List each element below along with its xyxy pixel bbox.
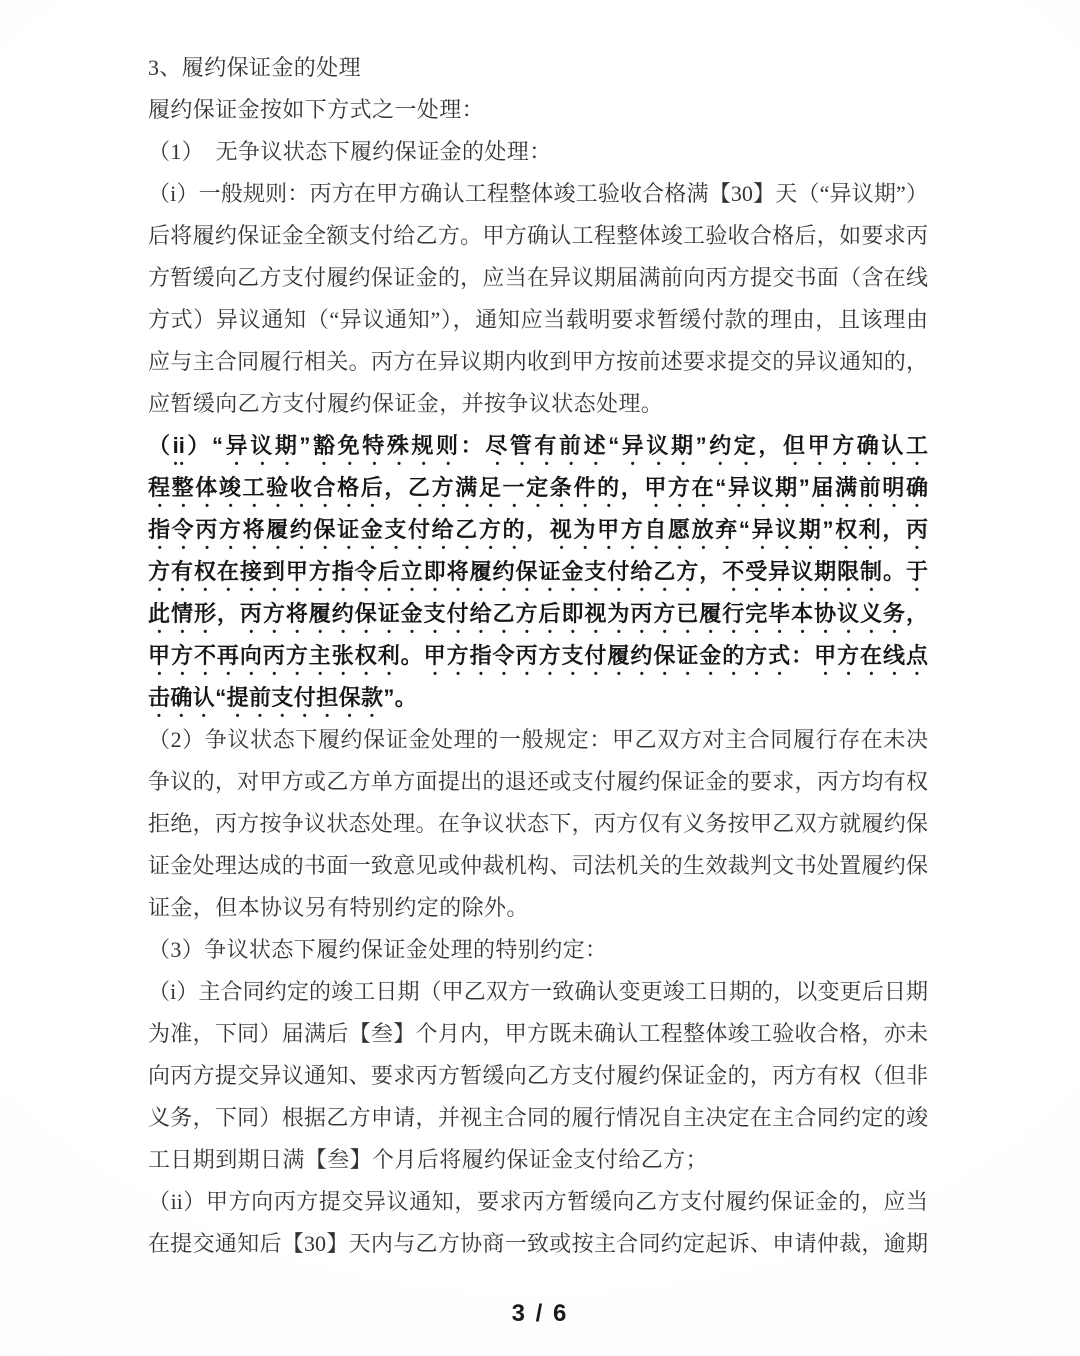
text-line: 在提交通知后【30】天内与乙方协商一致或按主合同约定起诉、申请仲裁，逾期 xyxy=(148,1231,928,1256)
text-line: 向丙方提交异议通知、要求丙方暂缓向乙方支付履约保证金的，丙方有权（但非 xyxy=(148,1063,928,1088)
clause-1-heading: （1） 无争议状态下履约保证金的处理： xyxy=(148,139,552,164)
emphasized-clause-line: 甲方不再向丙方主张权利。甲方指令丙方支付履约保证金的方式：甲方在线点 xyxy=(148,643,928,668)
text-line: 后将履约保证金全额支付给乙方。甲方确认工程整体竣工验收合格后，如要求丙 xyxy=(148,223,928,248)
emphasized-clause-line: 指令丙方将履约保证金支付给乙方的，视为甲方自愿放弃“异议期”权利，丙 xyxy=(148,517,928,542)
text-line: 方暂缓向乙方支付履约保证金的，应当在异议期届满前向丙方提交书面（含在线 xyxy=(148,265,928,290)
emphasized-clause-line: （ii）“异议期”豁免特殊规则：尽管有前述“异议期”约定，但甲方确认工 xyxy=(148,433,928,458)
text-line: 义务，下同）根据乙方申请，并视主合同的履行情况自主决定在主合同约定的竣 xyxy=(148,1105,928,1130)
text-line: 拒绝，丙方按争议状态处理。在争议状态下，丙方仅有义务按甲乙双方就履约保 xyxy=(148,811,928,836)
text-line: 方式）异议通知（“异议通知”），通知应当载明要求暂缓付款的理由，且该理由 xyxy=(148,307,928,332)
clause-2-line: （2）争议状态下履约保证金处理的一般规定：甲乙双方对主合同履行存在未决 xyxy=(148,727,928,752)
emphasized-clause-line: 程整体竣工验收合格后，乙方满足一定条件的，甲方在“异议期”届满前明确 xyxy=(148,475,928,500)
section-heading: 3、履约保证金的处理 xyxy=(148,55,362,80)
emphasized-clause-line: 此情形，丙方将履约保证金支付给乙方后即视为丙方已履行完毕本协议义务， xyxy=(148,601,928,626)
emphasized-clause-line: 方有权在接到甲方指令后立即将履约保证金支付给乙方，不受异议期限制。于 xyxy=(148,559,928,584)
text-line: 应暂缓向乙方支付履约保证金，并按争议状态处理。 xyxy=(148,391,664,416)
text-line: 证金，但本协议另有特别约定的除外。 xyxy=(148,895,529,920)
emphasized-clause-line: 击确认“提前支付担保款”。 xyxy=(148,685,418,710)
document-text xyxy=(148,47,928,1265)
page-number: 3 / 6 xyxy=(511,1300,569,1327)
text-line: （ii）甲方向丙方提交异议通知，要求丙方暂缓向乙方支付履约保证金的，应当 xyxy=(148,1189,928,1214)
text-line: 工日期到期日满【叁】个月后将履约保证金支付给乙方； xyxy=(148,1147,709,1172)
text-line: 为准，下同）届满后【叁】个月内，甲方既未确认工程整体竣工验收合格，亦未 xyxy=(148,1021,928,1046)
text-line: 履约保证金按如下方式之一处理： xyxy=(148,97,485,122)
text-line: 争议的，对甲方或乙方单方面提出的退还或支付履约保证金的要求，丙方均有权 xyxy=(148,769,928,794)
text-line: 应与主合同履行相关。丙方在异议期内收到甲方按前述要求提交的异议通知的， xyxy=(148,349,928,374)
clause-3-heading: （3）争议状态下履约保证金处理的特别约定： xyxy=(148,937,608,962)
text-line: （i）主合同约定的竣工日期（甲乙双方一致确认变更竣工日期的，以变更后日期 xyxy=(148,979,928,1004)
text-line: （i）一般规则：丙方在甲方确认工程整体竣工验收合格满【30】天（“异议期”） xyxy=(148,181,928,206)
text-line: 证金处理达成的书面一致意见或仲裁机构、司法机关的生效裁判文书处置履约保 xyxy=(148,853,928,878)
